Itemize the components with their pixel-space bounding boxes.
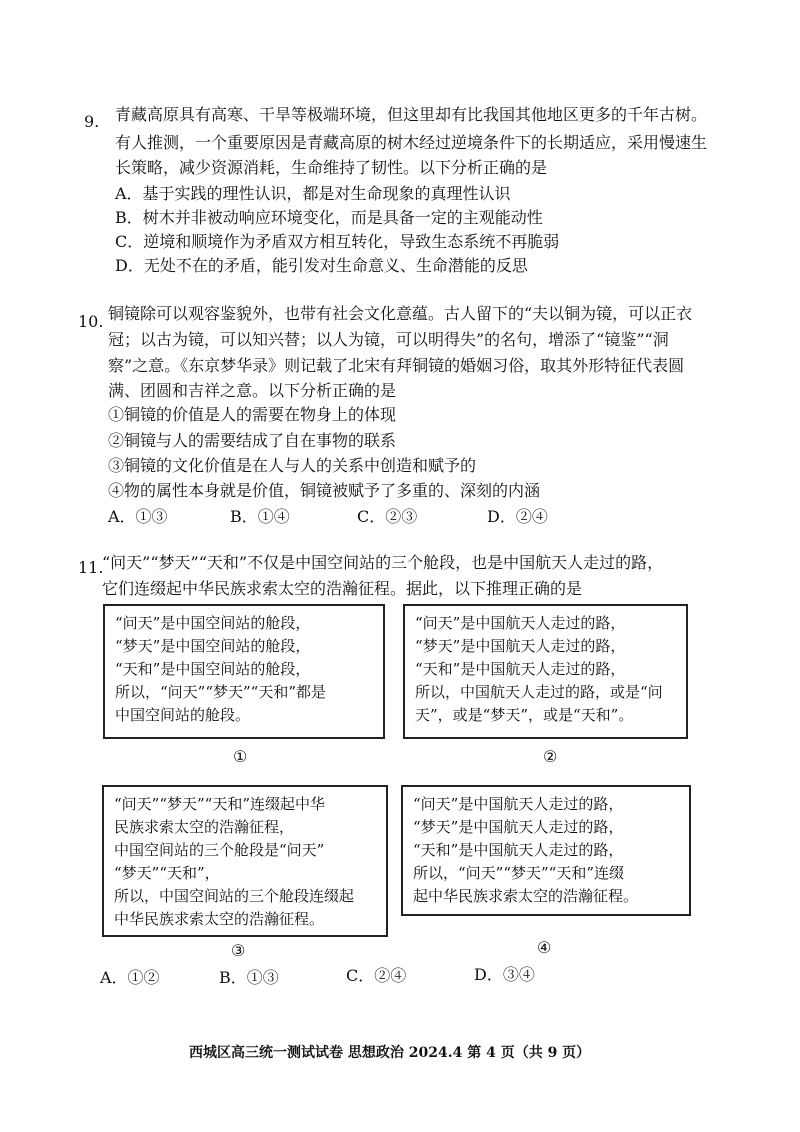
question-11-answer-c: C．②④ xyxy=(346,966,407,985)
question-10-statement: ③铜镜的文化价值是在人与人的关系中创造和赋予的 xyxy=(108,456,477,475)
question-10-answer-c: C．②③ xyxy=(357,507,418,526)
question-9-option-c: C．逆境和顺境作为矛盾双方相互转化，导致生态系统不再脆弱 xyxy=(115,232,560,251)
box-2-line: 天”，或是“梦天”，或是“天和”。 xyxy=(415,706,634,724)
question-9-option-d: D．无处不在的矛盾，能引发对生命意义、生命潜能的反思 xyxy=(115,256,528,275)
box-1-line: 所以，“问天”“梦天”“天和”都是 xyxy=(115,683,327,701)
question-11-line: “问天”“梦天”“天和”不仅是中国空间站的三个舱段，也是中国航天人走过的路， xyxy=(102,553,664,572)
page-footer: 西城区高三统一测试试卷 思想政治 2024.4 第 4 页（共 9 页） xyxy=(189,1045,591,1061)
box-2-line: “天和”是中国航天人走过的路， xyxy=(415,660,626,678)
question-10-line: 铜镜除可以观容鉴貌外，也带有社会文化意蕴。古人留下的“夫以铜为镜，可以正衣 xyxy=(108,304,693,323)
question-10-answer-b: B．①④ xyxy=(230,507,290,526)
question-11-line: 它们连缀起中华民族求索太空的浩瀚征程。据此，以下推理正确的是 xyxy=(102,579,583,598)
question-9-option-b: B．树木并非被动响应环境变化，而是具备一定的主观能动性 xyxy=(115,208,543,227)
box-3-line: 中华民族求索太空的浩瀚征程。 xyxy=(114,910,325,928)
box-4-line: “天和”是中国航天人走过的路， xyxy=(413,841,624,859)
question-10-number: 10. xyxy=(78,312,104,331)
question-9-line: 有人推测，一个重要原因是青藏高原的树木经过逆境条件下的长期适应，采用慢速生 xyxy=(115,133,708,152)
reasoning-box-3 xyxy=(102,785,388,937)
question-11-answer-b: B．①③ xyxy=(219,968,279,987)
box-1-line: 中国空间站的舱段。 xyxy=(115,706,251,724)
question-11-answer-d: D．③④ xyxy=(474,965,535,984)
question-10-answer-a: A．①③ xyxy=(108,507,168,526)
box-3-label: ③ xyxy=(231,941,246,960)
question-10-line: 冠；以古为镜，可以知兴替；以人为镜，可以明得失”的名句，增添了“镜鉴”“洞 xyxy=(108,330,669,349)
question-10-line: 察”之意。《东京梦华录》则记载了北宋有拜铜镜的婚姻习俗，取其外形特征代表圆 xyxy=(108,356,685,375)
reasoning-box-2 xyxy=(403,604,688,739)
question-10-line: 满、团圆和吉祥之意。以下分析正确的是 xyxy=(108,381,397,400)
question-9-number: 9. xyxy=(84,112,100,131)
box-4-line: 起中华民族求索太空的浩瀚征程。 xyxy=(413,887,639,905)
box-4-line: 所以，“问天”“梦天”“天和”连缀 xyxy=(413,864,625,882)
box-1-line: “问天”是中国空间站的舱段， xyxy=(115,614,311,632)
box-2-line: “梦天”是中国航天人走过的路， xyxy=(415,637,626,655)
box-1-label: ① xyxy=(233,747,248,766)
box-3-line: “问天”“梦天”“天和”连缀起中华 xyxy=(114,795,326,813)
question-9-line: 青藏高原具有高寒、干旱等极端环境，但这里却有比我国其他地区更多的千年古树。 xyxy=(115,105,708,124)
question-10-statement: ④物的属性本身就是价值，铜镜被赋予了多重的、深刻的内涵 xyxy=(108,481,541,500)
question-9-line: 长策略，减少资源消耗，生命维持了韧性。以下分析正确的是 xyxy=(115,158,548,177)
box-4-line: “梦天”是中国航天人走过的路， xyxy=(413,818,624,836)
question-10-statement: ①铜镜的价值是人的需要在物身上的体现 xyxy=(108,405,397,424)
box-2-line: 所以，中国航天人走过的路，或是“问 xyxy=(415,683,663,701)
box-3-line: 所以，中国空间站的三个舱段连缀起 xyxy=(114,887,355,905)
reasoning-box-4 xyxy=(401,785,691,916)
box-1-line: “梦天”是中国空间站的舱段， xyxy=(115,637,311,655)
question-11-answer-a: A．①② xyxy=(100,968,160,987)
box-1-line: “天和”是中国空间站的舱段， xyxy=(115,660,311,678)
box-4-label: ④ xyxy=(537,938,552,957)
question-10-statement: ②铜镜与人的需要结成了自在事物的联系 xyxy=(108,431,397,450)
question-9-option-a: A．基于实践的理性认识，都是对生命现象的真理性认识 xyxy=(115,184,511,203)
box-4-line: “问天”是中国航天人走过的路， xyxy=(413,795,624,813)
question-10-answer-d: D．②④ xyxy=(487,507,548,526)
reasoning-box-1 xyxy=(103,604,385,739)
box-2-label: ② xyxy=(543,747,558,766)
box-2-line: “问天”是中国航天人走过的路， xyxy=(415,614,626,632)
box-3-line: 中国空间站的三个舱段是“问天” xyxy=(114,841,325,859)
question-11-number: 11. xyxy=(78,558,104,577)
box-3-line: 民族求索太空的浩瀚征程， xyxy=(114,818,295,836)
box-3-line: “梦天”“天和”， xyxy=(114,864,220,882)
